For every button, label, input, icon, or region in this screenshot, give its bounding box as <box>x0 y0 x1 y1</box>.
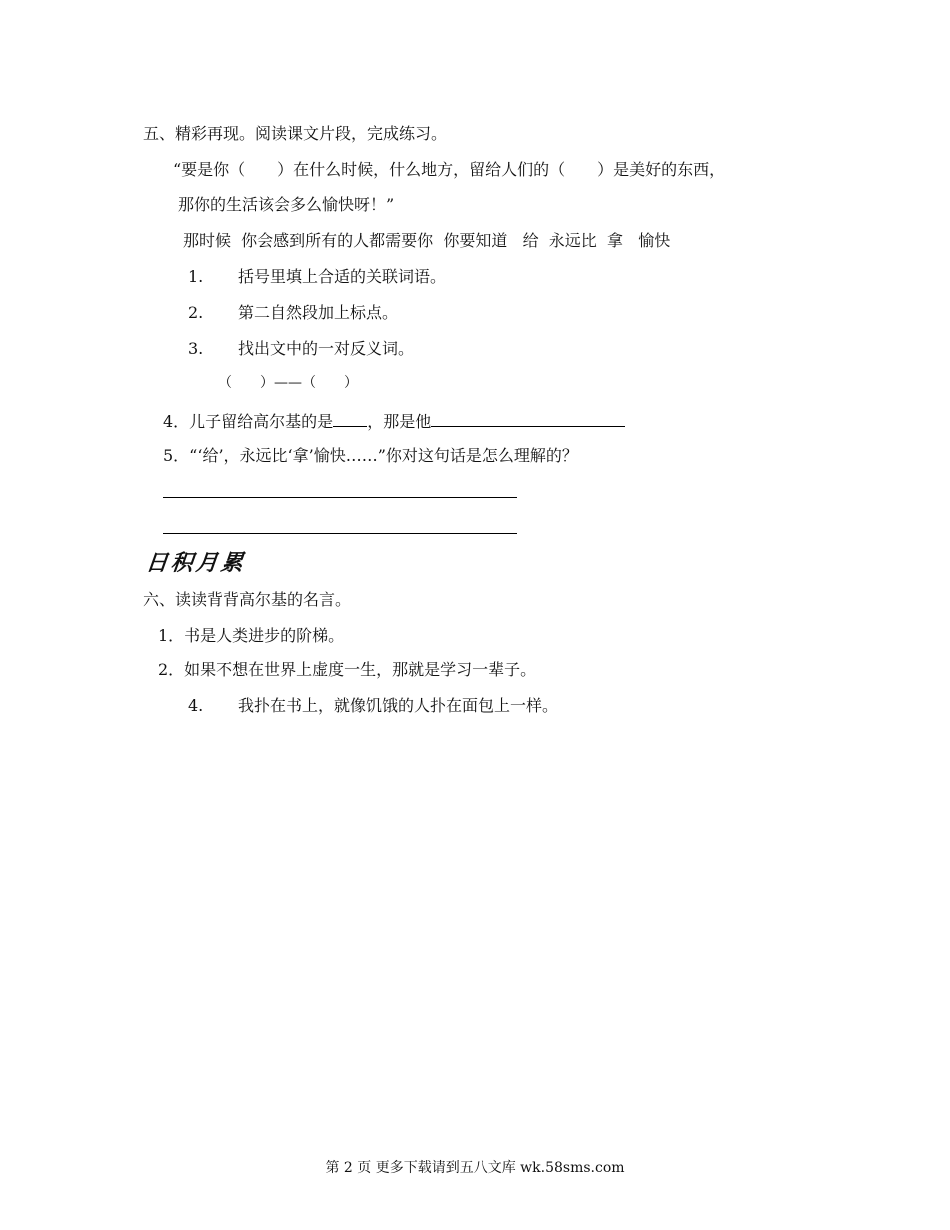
quote-item-4-text: 我扑在书上，就像饥饿的人扑在面包上一样。 <box>238 696 559 715</box>
question-5: 5．“‘给’，永远比‘拿’愉快……”你对这句话是怎么理解的？ <box>163 446 578 465</box>
question-4 <box>163 410 625 432</box>
answer-blank-2[interactable] <box>431 410 625 427</box>
question-1-text: 括号里填上合适的关联词语。 <box>238 267 447 286</box>
question-3-number: 3. <box>188 339 204 358</box>
question-1-number: 1. <box>188 267 204 286</box>
question-4-part-a: 4．儿子留给高尔基的是 <box>163 412 334 431</box>
question-2-number: 2. <box>188 303 204 322</box>
quote-item-1: 1．书是人类进步的阶梯。 <box>158 626 345 645</box>
page-footer: 第 2 页 更多下载请到五八文库 wk.58sms.com <box>325 1160 625 1176</box>
passage-line-2: 那你的生活该会多么愉快呀！” <box>178 195 395 214</box>
answer-blank-1[interactable] <box>333 410 367 427</box>
quote-item-4-number: 4. <box>188 696 204 715</box>
question-3-text: 找出文中的一对反义词。 <box>238 339 415 358</box>
section5-title: 五、精彩再现。阅读课文片段，完成练习。 <box>143 124 448 143</box>
question-2-text: 第二自然段加上标点。 <box>238 303 399 322</box>
passage-line-1: “要是你（ ）在什么时候，什么地方，留给人们的（ ）是美好的东西， <box>173 160 726 179</box>
quote-item-2: 2．如果不想在世界上虚度一生，那就是学习一辈子。 <box>158 660 537 679</box>
answer-line-2[interactable] <box>163 533 517 534</box>
question-4-part-b: ，那是他 <box>367 412 432 431</box>
antonym-blank: （ ）——（ ） <box>218 375 358 391</box>
answer-line-1[interactable] <box>163 497 517 498</box>
word-bank: 那时候 你会感到所有的人都需要你 你要知道 给 永远比 拿 愉快 <box>183 231 671 250</box>
section6-title: 六、读读背背高尔基的名言。 <box>143 590 352 609</box>
column-art-title: 日积月累 <box>144 551 248 576</box>
